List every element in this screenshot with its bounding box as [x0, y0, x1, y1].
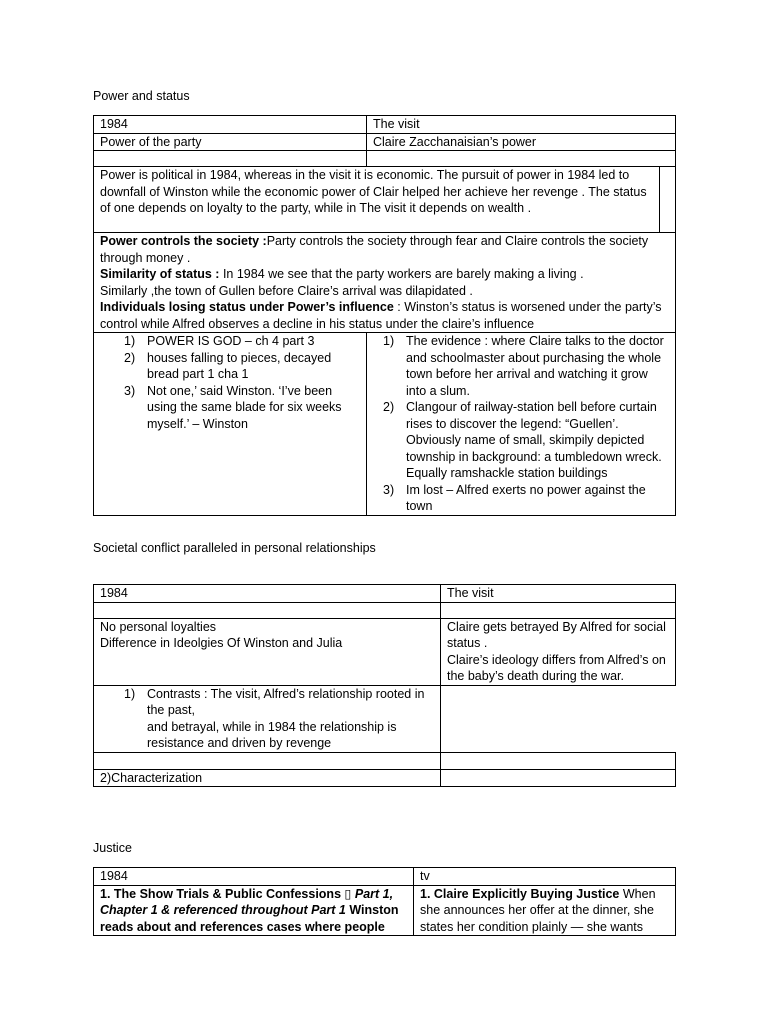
theme-text: Similarly ,the town of Gullen before Claire’s arrival was dilapidated . [100, 283, 473, 298]
show-trials-reference: Part 1, Chapter 1 & referenced throughout Part 1 [100, 886, 394, 917]
empty-cell [441, 602, 676, 618]
conflict-1984-cell [94, 618, 441, 685]
conflict-col-header-visit: The visit [441, 585, 676, 603]
evidence-list-visit [373, 333, 669, 515]
empty-cell [94, 752, 441, 769]
show-trials-text: Winston reads about and references cases where people [100, 903, 399, 934]
conflict-visit-cell [441, 618, 676, 685]
theme-line-2 [100, 266, 669, 283]
theme-text: : Winston’s status is worsened under the party’s control while Alfred observes a decline in his status under the claire’s influence [100, 300, 662, 331]
power-summary-text: Power is political in 1984, whereas in the visit it is economic. The pursuit of power in 1984 led to downfall of Winston while the economic power of Clair helped her achieve her revenge . The status of one depends on loyalty to the party, while in The visit it depends on wealth . [100, 168, 647, 215]
claire-buying-justice-cell [414, 885, 676, 936]
contrast-cell [94, 685, 441, 752]
theme-label: Power controls the society : [100, 234, 267, 248]
empty-cell [441, 685, 676, 752]
list-item: 1) Contrasts : The visit, Alfred’s relationship rooted in the past, and betrayal, while in 1984 the relationship is resistance and driven by revenge [124, 686, 425, 750]
theme-label: Similarity of status : [100, 267, 223, 281]
conflict-table [93, 584, 676, 787]
list-item: 1) The evidence : where Claire talks to the doctor and schoolmaster about purchasing the whole town before her arrival and watching it grow into a slum. [383, 334, 664, 398]
conflict-1984-line: Difference in Ideolgies Of Winston and Julia [100, 636, 343, 650]
justice-table [93, 867, 676, 936]
section-heading-conflict: Societal conflict paralleled in personal relationships [93, 541, 376, 555]
show-trials-cell [94, 885, 414, 936]
empty-cell [94, 602, 441, 618]
missing-glyph-icon: ▯ [344, 886, 352, 901]
conflict-col-header-1984: 1984 [94, 585, 441, 603]
theme-text: In 1984 we see that the party workers are barely making a living . [222, 267, 584, 281]
conflict-1984-line: No personal loyalties [100, 619, 217, 634]
theme-text: Party controls the society through fear and Claire controls the society through money . [100, 234, 649, 265]
characterization-cell: 2)Characterization [94, 769, 441, 787]
empty-cell [441, 752, 676, 769]
power-themes-cell [94, 233, 676, 333]
claire-buying-justice-label: 1. Claire Explicitly Buying Justice [420, 886, 620, 901]
section-heading-power: Power and status [93, 89, 190, 103]
empty-cell [441, 769, 676, 787]
empty-cell [94, 151, 367, 167]
list-item: 3) Not one,’ said Winston. ‘I’ve been using the same blade for six weeks myself.’ – Winston [124, 383, 342, 431]
theme-line-3 [100, 283, 669, 300]
theme-line-1 [100, 233, 669, 266]
contrast-list [100, 686, 434, 752]
power-col-header-1984: 1984 [94, 116, 367, 134]
power-1984-evidence-cell [94, 333, 367, 516]
theme-line-4 [100, 299, 669, 332]
theme-label: Individuals losing status under Power’s influence [100, 300, 394, 314]
justice-col-header-tv: tv [414, 868, 676, 886]
conflict-visit-line: Claire’s ideology differs from Alfred’s on the baby’s death during the war. [447, 652, 666, 683]
list-item: 2) houses falling to pieces, decayed bread part 1 cha 1 [124, 350, 332, 381]
empty-cell [367, 151, 676, 167]
power-col-header-visit: The visit [367, 116, 676, 134]
power-visit-evidence-cell [367, 333, 676, 516]
power-of-party-cell: Power of the party [94, 133, 367, 151]
show-trials-label: 1. The Show Trials & Public Confessions [100, 886, 345, 901]
evidence-list-1984 [100, 333, 360, 432]
power-status-table [93, 115, 676, 516]
list-item: 1) POWER IS GOD – ch 4 part 3 [124, 334, 315, 348]
section-heading-justice: Justice [93, 841, 132, 855]
conflict-visit-line: Claire gets betrayed By Alfred for social status . [447, 619, 666, 650]
summary-inner-border [659, 166, 660, 232]
claire-power-cell: Claire Zacchanaisian’s power [367, 133, 676, 151]
list-item: 3) Im lost – Alfred exerts no power against the town [383, 482, 646, 513]
power-summary-cell [94, 167, 676, 233]
justice-col-header-1984: 1984 [94, 868, 414, 886]
list-item: 2) Clangour of railway-station bell before curtain rises to discover the legend: “Guellen’. Obviously name of small, skimpily depicted township in background: a tumbledown wreck. Equally ramshackle station buildings [383, 400, 662, 480]
claire-buying-justice-text: When she announces her offer at the dinner, she states her condition plainly — she wants [420, 886, 656, 934]
